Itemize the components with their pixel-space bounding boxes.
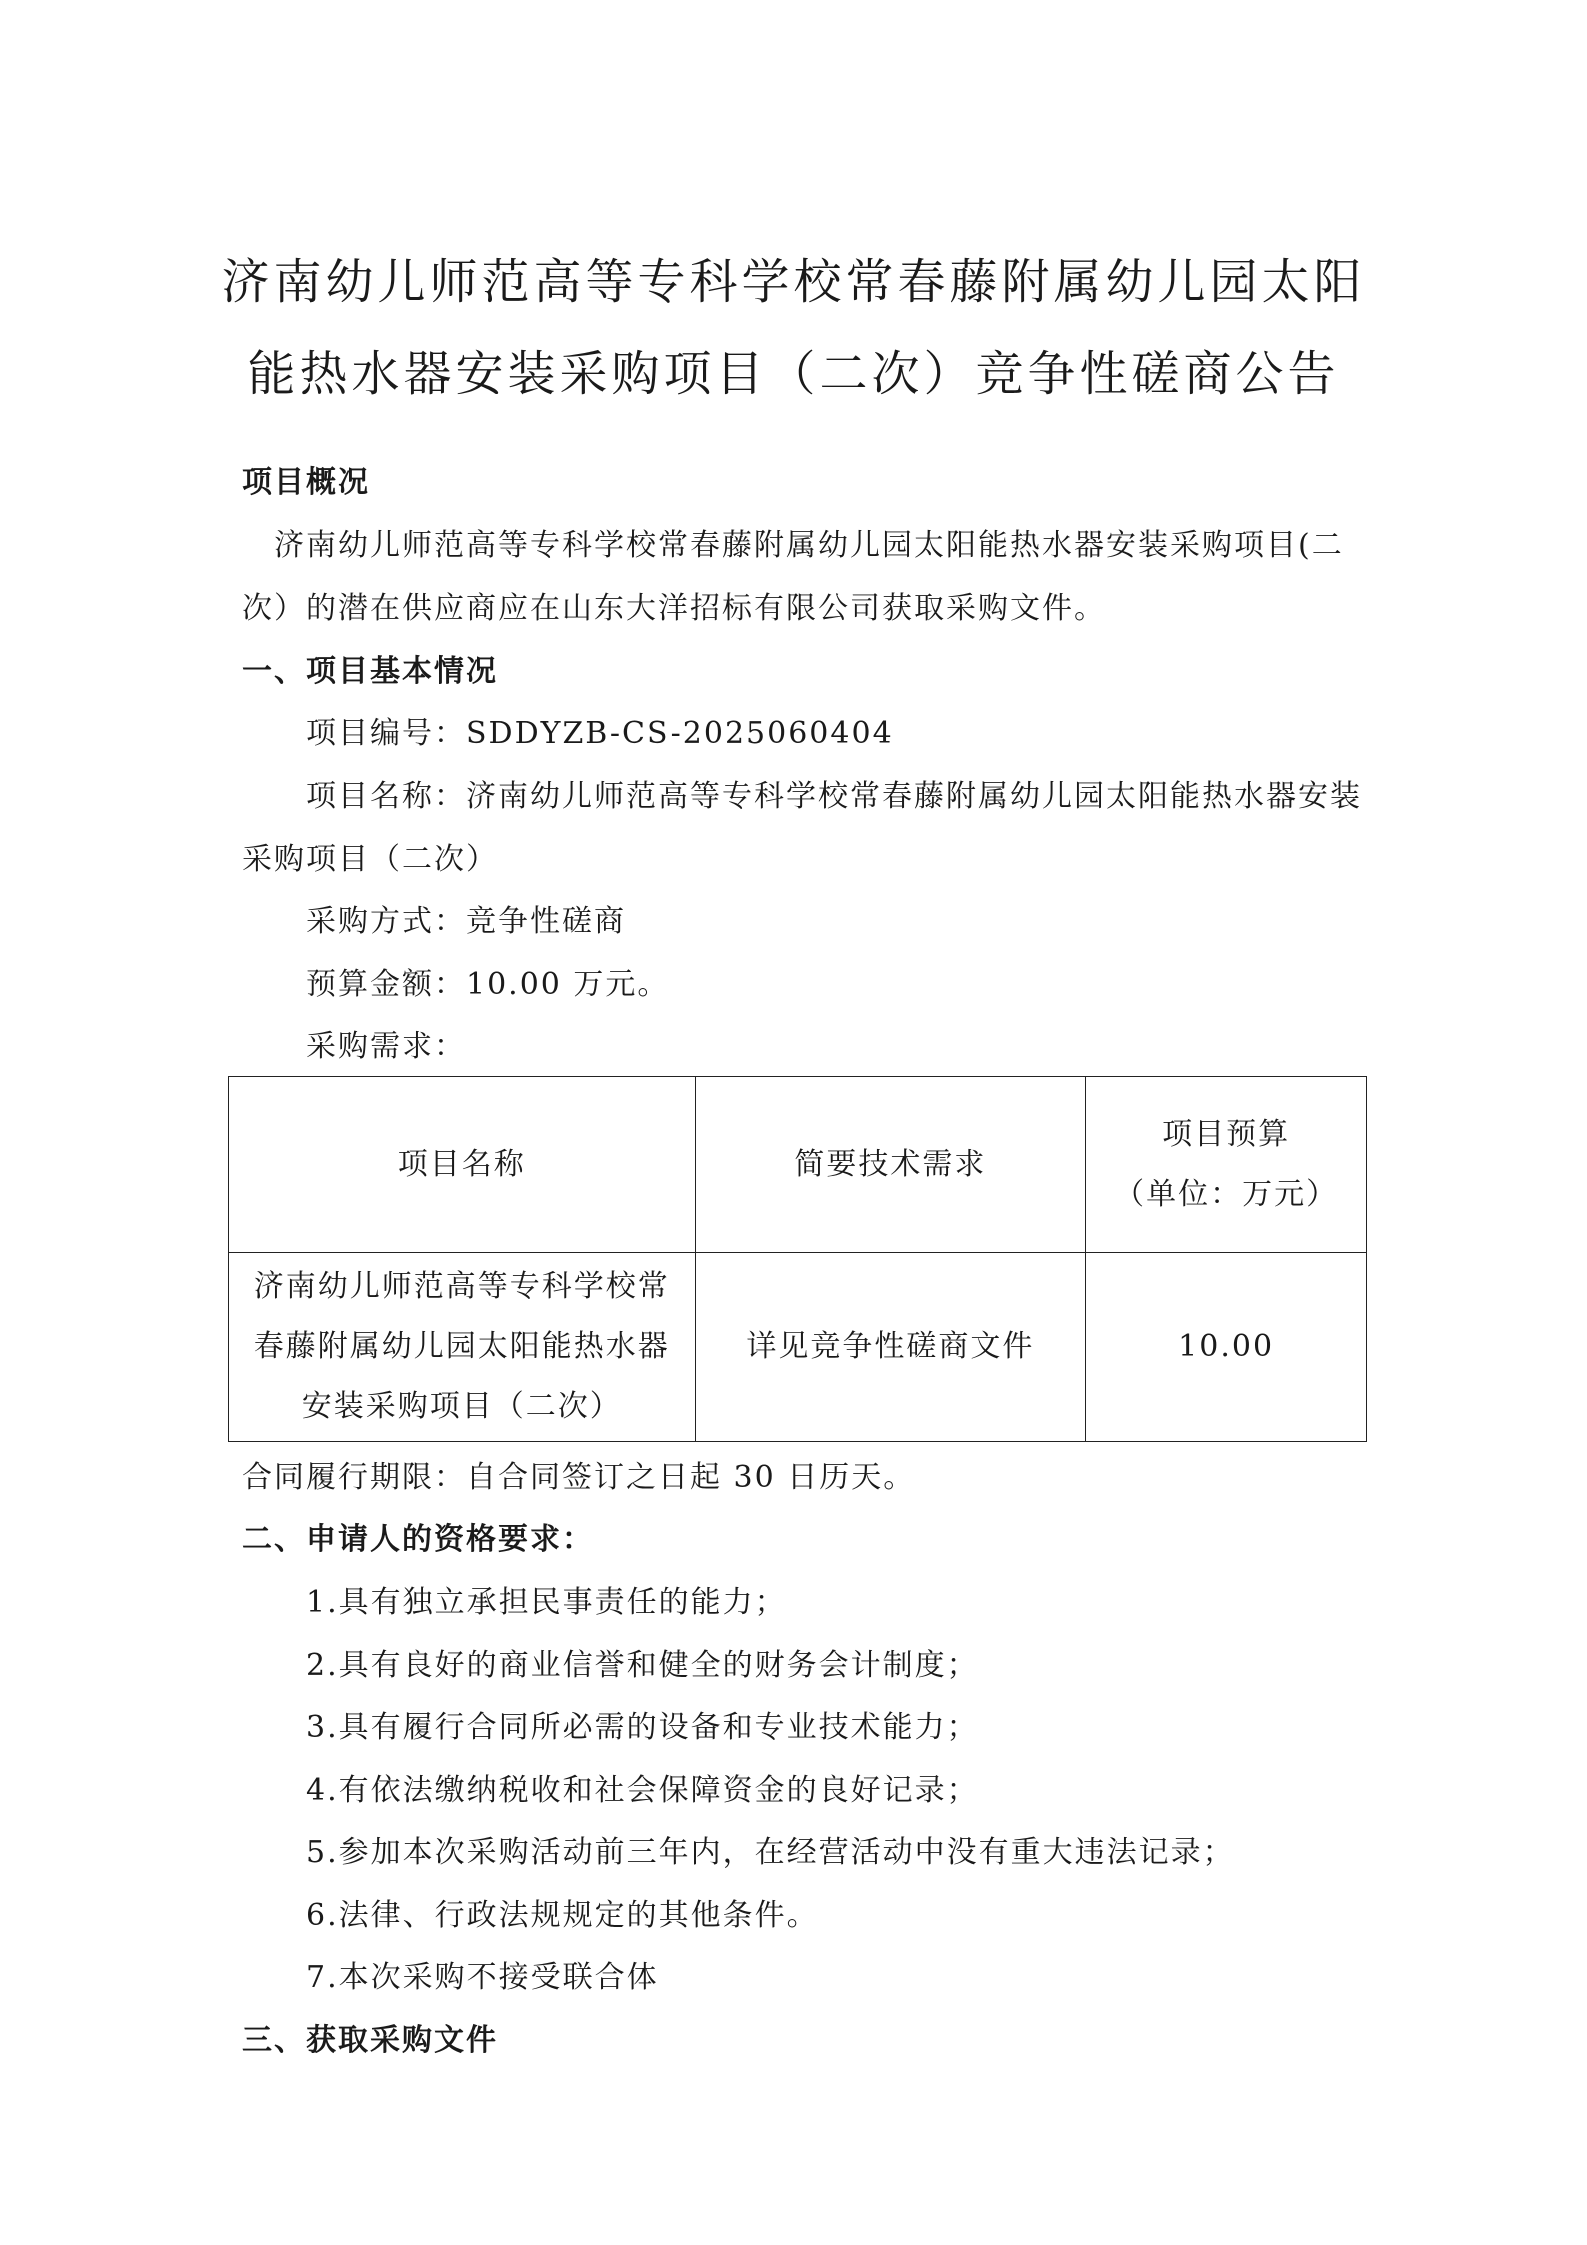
- overview-paragraph-line-2: 次）的潜在供应商应在山东大洋招标有限公司获取采购文件。: [242, 591, 1106, 626]
- cell-budget: 10.00: [1086, 1253, 1367, 1442]
- cell-tech-requirement: 详见竞争性磋商文件: [695, 1253, 1086, 1442]
- requirement-table: [228, 1076, 1367, 1442]
- qualification-item-4: 4.有依法缴纳税收和社会保障资金的良好记录；: [306, 1773, 979, 1808]
- project-name-line-2: 采购项目（二次）: [242, 842, 498, 877]
- contract-term: 合同履行期限：自合同签订之日起 30 日历天。: [242, 1460, 916, 1495]
- procurement-method: 采购方式：竞争性磋商: [306, 904, 626, 939]
- header-budget: [1086, 1077, 1367, 1253]
- cell-project-name: [229, 1253, 696, 1442]
- requirement-label: 采购需求：: [306, 1029, 466, 1064]
- header-budget-line-1: 项目预算: [1162, 1116, 1291, 1152]
- project-name-line-1: 项目名称：济南幼儿师范高等专科学校常春藤附属幼儿园太阳能热水器安装: [306, 779, 1362, 814]
- table-row: [229, 1253, 1367, 1442]
- qualification-item-2: 2.具有良好的商业信誉和健全的财务会计制度；: [306, 1648, 979, 1683]
- budget-amount: 预算金额：10.00 万元。: [306, 967, 670, 1002]
- qualification-item-7: 7.本次采购不接受联合体: [306, 1960, 659, 1995]
- title-line-2: 能热水器安装采购项目（二次）竞争性磋商公告: [247, 346, 1340, 402]
- section1-heading: 一、项目基本情况: [242, 654, 498, 689]
- overview-heading: 项目概况: [242, 465, 370, 500]
- header-budget-line-2: （单位：万元）: [1114, 1176, 1339, 1212]
- table-header-row: [229, 1077, 1367, 1253]
- cell-project-name-line-1: 济南幼儿师范高等专科学校常: [253, 1269, 670, 1304]
- header-project-name: 项目名称: [229, 1077, 696, 1253]
- cell-project-name-line-3: 安装采购项目（二次）: [301, 1389, 622, 1424]
- qualification-item-3: 3.具有履行合同所必需的设备和专业技术能力；: [306, 1710, 979, 1745]
- section3-heading: 三、获取采购文件: [242, 2023, 498, 2058]
- title-line-1: 济南幼儿师范高等专科学校常春藤附属幼儿园太阳: [221, 254, 1366, 310]
- qualification-item-6: 6.法律、行政法规规定的其他条件。: [306, 1898, 819, 1933]
- header-tech-requirement: 简要技术需求: [695, 1077, 1086, 1253]
- section2-heading: 二、申请人的资格要求：: [242, 1522, 594, 1557]
- project-number: 项目编号：SDDYZB-CS-2025060404: [306, 716, 894, 751]
- qualification-item-1: 1.具有独立承担民事责任的能力；: [306, 1585, 787, 1620]
- overview-paragraph-line-1: 济南幼儿师范高等专科学校常春藤附属幼儿园太阳能热水器安装采购项目(二: [274, 528, 1344, 563]
- document-title: [200, 236, 1387, 420]
- qualification-item-5: 5.参加本次采购活动前三年内，在经营活动中没有重大违法记录；: [306, 1835, 1235, 1870]
- cell-project-name-line-2: 春藤附属幼儿园太阳能热水器: [253, 1329, 670, 1364]
